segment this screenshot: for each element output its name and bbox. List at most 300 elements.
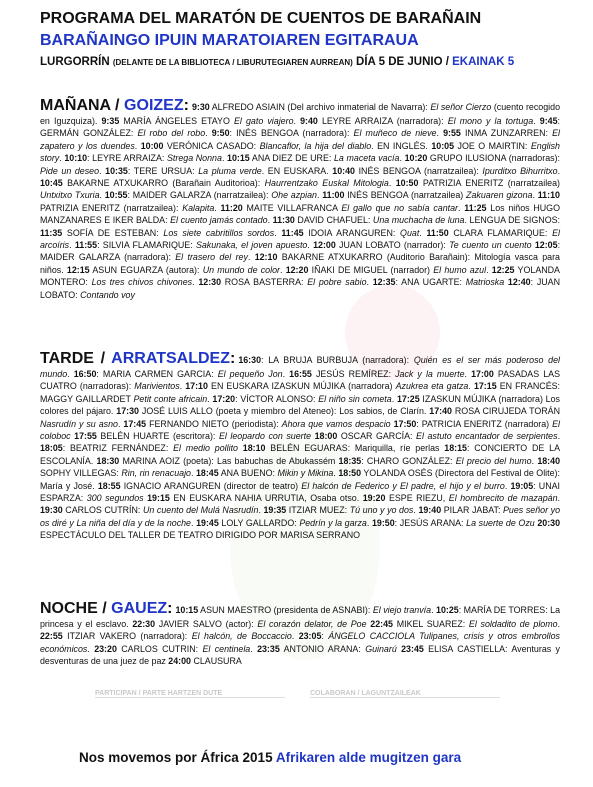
- entry-time: 17:30: [116, 406, 139, 417]
- entry-suffix: .: [431, 605, 437, 615]
- entry-performer: BELÉN EGUARAS: Mariquilla, ríe perlas: [265, 443, 445, 454]
- entry-performer: : UNAI ESPARZA:: [40, 480, 560, 504]
- entry-time: 11:20: [220, 202, 243, 213]
- entry-time: 10:00: [140, 140, 164, 151]
- schedule-entry: [97, 456, 339, 466]
- watermark-right-header: COLABORAN / LAGUNTZAILEAK: [310, 690, 500, 698]
- entry-time: 10:35: [105, 165, 128, 176]
- entry-performer: LOLY GALLARDO:: [218, 517, 300, 528]
- entry-story-title: El medio pollito: [173, 443, 238, 454]
- entry-time: 18:30: [96, 455, 120, 466]
- entry-performer: : TERE URSUA:: [127, 165, 199, 176]
- entry-time: 23:35: [257, 643, 280, 654]
- entry-performer: INÉS BENGOA (narratzailea): [344, 190, 467, 201]
- entry-performer: ESPECTÁCULO DEL TALLER DE TEATRO DIRIGIDO POR MARISA SERRANO: [40, 530, 361, 541]
- entry-time: 19:20: [362, 493, 386, 504]
- entry-story-title: El centinela: [202, 643, 251, 654]
- schedule-entry: [313, 240, 535, 250]
- entry-performer: ITZIAR VAKERO (narradora):: [62, 631, 192, 642]
- entry-performer: MIKEL SUAREZ:: [392, 619, 469, 629]
- entry-performer: : INÉS BENGOA (narradora):: [229, 128, 354, 139]
- schedule-entry: [372, 518, 537, 528]
- entry-story-title: English story: [40, 140, 560, 164]
- entry-story-title: El leopardo con suerte: [218, 431, 312, 442]
- entry-suffix: .: [366, 277, 373, 288]
- entry-performer: OSCAR GARCÍA:: [337, 431, 417, 442]
- entry-performer: BELÉN HUARTE (escritora):: [96, 431, 219, 442]
- entry-performer: :: [321, 631, 329, 642]
- entry-time: 19:35: [263, 505, 287, 516]
- schedule-entry: [105, 190, 322, 200]
- entry-performer: IZASKUN MÚJIKA (narradora) Los colores del pájaro.: [40, 393, 560, 417]
- schedule-entry: [339, 456, 538, 466]
- entry-performer: EN FRANCÉS: MAGGY GAILLARDET: [40, 381, 561, 404]
- entry-suffix: .: [221, 153, 228, 164]
- event-date: DÍA 5 DE JUNIO /: [356, 56, 449, 68]
- entry-time: 16:55: [289, 369, 312, 379]
- entry-performer: IDOIA ARANGUREN:: [303, 227, 401, 238]
- entry-story-title: Jack y la muerte: [395, 369, 465, 379]
- entry-suffix: .: [557, 619, 561, 629]
- entry-suffix: .: [282, 369, 290, 379]
- entry-time: 17:10: [185, 381, 208, 392]
- entry-suffix: .: [293, 116, 301, 126]
- entry-story-title: Zakuaren gizona: [466, 190, 533, 201]
- entry-performer: ASUN EGUARZA (autora):: [89, 264, 203, 275]
- entry-performer: : MAIDER GALARZA (narradora):: [40, 240, 561, 263]
- schedule-entry: [94, 644, 257, 654]
- schedule-entry: [67, 265, 286, 275]
- schedule-entry: [221, 203, 465, 213]
- entry-time: 10:20: [404, 153, 428, 164]
- entry-suffix: .: [486, 264, 492, 275]
- schedule-entry: [286, 265, 492, 275]
- entry-performer: JAVIER SALVO (actor):: [155, 619, 258, 629]
- entry-story-title: El hombrecito de mazapán: [448, 493, 558, 504]
- footer-text-eu: Afrikaren alde mugitzen gara: [275, 750, 462, 765]
- entry-suffix: .: [250, 643, 258, 654]
- entry-story-title: Quién es el ser más poderoso del mundo: [40, 355, 560, 379]
- entry-suffix: .: [458, 202, 465, 213]
- entry-suffix: .: [557, 493, 561, 504]
- entry-time: 17:55: [74, 431, 97, 442]
- entry-story-title: Marivientos: [134, 381, 180, 392]
- schedule-entry: [185, 381, 474, 391]
- entry-time: 9:30: [191, 102, 210, 112]
- schedule-entry: [363, 493, 560, 503]
- entry-suffix: .: [205, 128, 212, 139]
- entry-time: 16:30: [238, 355, 262, 365]
- entry-time: 18:55: [97, 480, 121, 491]
- entry-time: 23:05: [298, 631, 322, 642]
- entry-suffix: .: [504, 480, 511, 491]
- entry-suffix: .: [532, 190, 538, 201]
- entry-time: 18:05: [40, 443, 63, 454]
- entry-story-title: Blancaflor, la hija del diablo: [259, 140, 372, 151]
- entry-story-title: Strega Nonna: [166, 153, 222, 164]
- entry-time: 19:45: [196, 517, 219, 528]
- entry-time: 11:00: [322, 190, 345, 201]
- entry-time: 12:20: [285, 264, 309, 275]
- entry-story-title: El arcoíris: [40, 227, 560, 251]
- entry-performer: ALFREDO ASIAIN (Del archivo inmaterial de Navarra):: [209, 102, 431, 112]
- schedule-entry: [123, 419, 393, 429]
- event-date-eu: EKAINAK 5: [452, 56, 515, 68]
- entry-suffix: .: [464, 369, 472, 379]
- schedule-entry: [243, 443, 445, 453]
- entry-story-title: El precio del humo: [455, 455, 532, 466]
- entry-time: 10:05: [431, 140, 455, 151]
- entry-suffix: .: [436, 128, 444, 139]
- entry-story-title: El pobre sabio: [307, 277, 367, 288]
- entry-suffix: .: [134, 140, 141, 151]
- night-program: [40, 600, 560, 668]
- schedule-entry: [40, 631, 299, 641]
- entry-story-title: La maceta vacía: [333, 153, 400, 164]
- schedule-entry: [168, 656, 242, 666]
- schedule-entry: [273, 215, 560, 225]
- entry-story-title: Una muchacha de luna: [372, 215, 465, 226]
- schedule-entry: [212, 394, 397, 404]
- entry-performer: : ANA UGARTE:: [395, 277, 466, 288]
- entry-suffix: .: [69, 240, 75, 251]
- entry-time: 17:20: [212, 393, 236, 404]
- entry-story-title: Guinarú: [365, 643, 397, 654]
- entry-story-title: Haurrentzako Euskal Mitologia: [264, 178, 389, 189]
- entry-story-title: El robo del robo: [137, 128, 206, 139]
- entry-time: 11:45: [281, 227, 304, 238]
- entry-time: 10:15: [227, 153, 250, 164]
- entry-suffix: .: [279, 264, 286, 275]
- entry-time: 10:55: [104, 190, 128, 201]
- entry-time: 18:50: [338, 468, 362, 479]
- entry-performer: INÉS BENGOA (narratzailea):: [354, 165, 483, 176]
- page-subtitle: BARAÑAINGO IPUIN MARATOIAREN EGITARAUA: [40, 32, 419, 49]
- entry-performer: DAVID CHAFUEL:: [294, 215, 373, 226]
- entry-suffix: .: [191, 517, 197, 528]
- entry-time: 9:45: [539, 116, 558, 126]
- location-note: (DELANTE DE LA BIBLIOTECA / LIBURUTEGIAREN AURREAN): [112, 58, 353, 67]
- location-name: LURGORRÍN: [40, 56, 110, 68]
- entry-performer: CARLOS CUTRÍN:: [62, 505, 143, 516]
- entry-time: 11:50: [426, 227, 449, 238]
- entry-performer: ESPE RIEZU,: [385, 493, 449, 504]
- watermark-left-header: PARTICIPAN / PARTE HARTZEN DUTE: [95, 690, 285, 698]
- schedule-entry: [98, 481, 511, 491]
- entry-suffix: .: [399, 153, 405, 164]
- entry-time: 9:55: [443, 128, 461, 139]
- entry-suffix: .: [87, 643, 95, 654]
- entry-story-title: El corazón delator, de Poe: [257, 619, 367, 629]
- entry-time: 10:15: [175, 605, 199, 615]
- entry-performer: PATRIZIA ENERITZ (narratzailea): [418, 178, 561, 189]
- entry-performer: : VÍCTOR ALONSO:: [235, 393, 319, 404]
- entry-time: 10:25: [436, 605, 459, 615]
- entry-suffix: .: [533, 116, 540, 126]
- schedule-entry: [212, 128, 443, 138]
- entry-performer: LEYRE ARRAIZA (narradora):: [317, 116, 448, 126]
- entry-suffix: .: [207, 393, 213, 404]
- entry-story-title: Pedrín y la garza: [299, 517, 367, 528]
- schedule-entry: [315, 431, 560, 441]
- entry-suffix: .: [274, 227, 282, 238]
- entry-story-title: Ohe azpian: [271, 190, 317, 201]
- entry-time: 17:15: [473, 381, 497, 392]
- entry-time: 10:10: [64, 153, 88, 164]
- entry-time: 19:50: [371, 517, 395, 528]
- entry-time: 22:45: [370, 619, 393, 629]
- entry-performer: EN EUSKARA IZASKUN MÚJIKA (narradora): [207, 381, 396, 392]
- entry-time: 12:15: [66, 264, 90, 275]
- schedule-entry: [281, 228, 426, 238]
- entry-performer: ASUN MAESTRO (presidenta de ASNABI):: [198, 605, 373, 615]
- entry-performer: : BEATRIZ FERNÁNDEZ:: [62, 443, 174, 454]
- entry-time: 11:25: [464, 202, 487, 213]
- entry-performer: : LEYRE ARRAIZA:: [87, 153, 167, 164]
- entry-time: 12:05: [534, 240, 558, 251]
- entry-story-title: El zapatero y los duendes: [40, 128, 561, 151]
- entry-performer: YOLANDA MONTERO:: [40, 264, 560, 288]
- entry-suffix: .: [267, 215, 273, 226]
- schedule-entry: [264, 505, 419, 515]
- entry-performer: : PATRICIA ENERITZ (narradora): [416, 418, 553, 429]
- schedule-entry: [40, 443, 243, 453]
- entry-performer: : SILVIA FLAMARIQUE:: [97, 240, 196, 251]
- entry-story-title: Pide un deseo: [40, 165, 100, 176]
- entry-story-title: Ahora que vamos despacio: [281, 418, 391, 429]
- entry-suffix: .: [419, 227, 427, 238]
- schedule-entry: [147, 493, 363, 503]
- entry-story-title: El señor Cierzo: [430, 102, 492, 112]
- night-section: [40, 600, 560, 668]
- entry-time: 16:50: [73, 369, 97, 379]
- entry-time: 12:35: [372, 277, 396, 288]
- entry-story-title: Azukrea eta gatza: [395, 381, 469, 392]
- entry-time: 18:35: [338, 455, 362, 466]
- entry-performer: : MAIDER GALARZA (narratzailea):: [127, 190, 272, 201]
- entry-suffix: .: [557, 165, 561, 176]
- entry-performer: : JESÚS ARANA:: [394, 517, 467, 528]
- schedule-entry: [332, 166, 560, 176]
- entry-time: 11:30: [272, 215, 295, 226]
- schedule-entry: [257, 644, 401, 654]
- entry-time: 17:50: [393, 418, 417, 429]
- entry-time: 19:30: [40, 505, 63, 516]
- entry-time: 23:45: [401, 643, 424, 654]
- footer-slogan: [79, 750, 461, 765]
- location-line: [40, 56, 514, 68]
- schedule-entry: [370, 619, 560, 629]
- entry-performer: ROSA CIRUJEDA TORÁN: [451, 406, 560, 417]
- entry-story-title: 300 segundos: [86, 493, 144, 504]
- watermark-sponsors: [95, 690, 515, 740]
- entry-performer: CARLOS CUTRIN:: [116, 643, 203, 654]
- entry-suffix: .: [468, 381, 474, 392]
- schedule-entry: [102, 116, 301, 126]
- entry-story-title: Te cuento un cuento: [449, 240, 532, 251]
- entry-story-title: El halcón de Federico y El padre, el hijo y el burro: [301, 480, 505, 491]
- footer-text: Nos movemos por África 2015: [79, 750, 273, 765]
- schedule-entry: [141, 141, 432, 151]
- entry-suffix: . LENGUA DE SIGNOS:: [464, 215, 560, 226]
- entry-story-title: Pues señor yo os diré y La niña del día y de la noche: [40, 505, 561, 528]
- entry-time: 12:10: [254, 252, 278, 263]
- schedule-entry: [196, 518, 372, 528]
- entry-suffix: .: [333, 468, 339, 479]
- schedule-entry: [74, 431, 314, 441]
- entry-suffix: .: [391, 393, 397, 404]
- entry-story-title: Petit conte africain: [133, 393, 208, 404]
- entry-suffix: (cuento recogido en Iguzquiza).: [40, 102, 561, 126]
- entry-suffix: .: [192, 277, 199, 288]
- entry-story-title: Untxitxo Txuria: [40, 190, 100, 201]
- entry-time: 12:00: [313, 240, 336, 251]
- entry-story-title: El mono y la tortuga: [447, 116, 534, 126]
- entry-suffix: . EN EUSKARA.: [261, 165, 333, 176]
- page-title: PROGRAMA DEL MARATÓN DE CUENTOS DE BARAÑAIN: [40, 10, 482, 27]
- entry-time: 19:05: [510, 480, 534, 491]
- entry-story-title: Nasrudín y su asno: [40, 418, 118, 429]
- entry-performer: PASADAS LAS CUATRO (narradoras):: [40, 369, 560, 392]
- entry-suffix: .: [413, 505, 419, 516]
- schedule-entry: [75, 240, 313, 250]
- entry-time: 22:55: [40, 631, 63, 642]
- entry-story-title: El soldadito de plomo: [468, 619, 558, 629]
- entry-time: 9:35: [101, 116, 120, 126]
- entry-time: 10:40: [332, 165, 355, 176]
- entry-story-title: El halcón, de Boccaccio: [191, 631, 292, 642]
- entry-suffix: . EN INGLÉS.: [371, 140, 432, 151]
- entry-story-title: El coloboc: [40, 418, 560, 442]
- entry-story-title: El viejo tranvía: [372, 605, 432, 615]
- entry-time: 17:40: [429, 406, 452, 417]
- entry-story-title: El cuento jamás contado: [170, 215, 268, 226]
- entry-performer: CLAUSURA: [191, 656, 242, 667]
- schedule-entry: [300, 116, 540, 126]
- afternoon-program: [40, 350, 560, 542]
- entry-suffix: .: [307, 240, 314, 251]
- entry-performer: ANA DIEZ DE URE:: [249, 153, 334, 164]
- afternoon-title: TARDE / ARRATSALDEZ:: [40, 350, 236, 367]
- entry-suffix: .: [366, 517, 372, 528]
- entry-story-title: Un mundo de color: [202, 264, 280, 275]
- entry-suffix: .: [179, 381, 186, 392]
- entry-performer: ANTONIO ARANA:: [279, 643, 366, 654]
- entry-story-title: Los tres chivos chivones: [91, 277, 193, 288]
- entry-performer: : LA BRUJA BURBUJA (narradora):: [261, 355, 414, 365]
- schedule-entry: [74, 369, 289, 379]
- entry-time: 23:20: [94, 643, 117, 654]
- entry-performer: ELISA CASTIELLA: Aventuras y desventuras de una juez de paz: [40, 643, 560, 667]
- entry-suffix: .: [67, 369, 74, 379]
- entry-time: 12:30: [198, 277, 222, 288]
- entry-performer: MARINA AOIZ (poeta): Las babuchas de Abukassém: [119, 455, 339, 466]
- entry-performer: INMA ZUNZARREN:: [460, 128, 553, 139]
- entry-performer: VERÓNICA CASADO:: [163, 140, 260, 151]
- schedule-entry: [289, 369, 471, 379]
- entry-story-title: El trasero del rey: [175, 252, 248, 263]
- entry-suffix: .: [247, 252, 255, 263]
- schedule-entry: [105, 166, 332, 176]
- entry-time: 18:15: [444, 443, 467, 454]
- entry-story-title: El gato viajero: [233, 116, 294, 126]
- entry-story-title: Un cuento del Mulá Nasrudín: [142, 505, 259, 516]
- entry-performer: PILAR JABAT:: [441, 505, 504, 516]
- entry-performer: BAKARNE ATXUKARRO (Barañain Auditorioa):: [62, 178, 265, 189]
- entry-time: 12:40: [507, 277, 531, 288]
- entry-story-title: Sakunaka, el joven apuesto: [195, 240, 308, 251]
- entry-suffix: .: [316, 190, 323, 201]
- morning-section: [40, 97, 560, 301]
- entry-story-title: Matrioska: [465, 277, 505, 288]
- morning-title: MAÑANA / GOIZEZ:: [40, 97, 189, 114]
- entry-story-title: El niño sin cometa: [318, 393, 392, 404]
- entry-performer: : GERMÁN GONZÁLEZ:: [40, 116, 560, 139]
- entry-performer: MARÍA ÁNGELES ETAYO: [119, 116, 234, 126]
- entry-performer: : CONCIERTO DE LA ESCOLANÍA.: [40, 443, 560, 466]
- entry-suffix: .: [557, 431, 561, 442]
- entry-suffix: .: [99, 165, 106, 176]
- entry-time: 24:00: [168, 656, 191, 667]
- entry-story-title: ÁNGELO CACCIOLA Tulipanes, crisis y otros embrollos económicos: [40, 631, 560, 654]
- entry-time: 10:45: [40, 178, 63, 189]
- entry-time: 12:25: [491, 264, 515, 275]
- entry-suffix: .: [59, 153, 65, 164]
- entry-suffix: .: [291, 631, 299, 642]
- entry-time: 22:30: [132, 619, 156, 629]
- entry-performer: IGNACIO ARANGUREN (director de teatro): [120, 480, 302, 491]
- entry-suffix: .: [117, 418, 124, 429]
- entry-time: 9:40: [300, 116, 318, 126]
- entry-performer: : CHARO GONZÁLEZ:: [361, 455, 456, 466]
- entry-story-title: La pluma verde: [198, 165, 262, 176]
- schedule-entry: [132, 619, 370, 629]
- entry-performer: IÑAKI DE MIGUEL (narrador): [308, 264, 434, 275]
- entry-story-title: El astuto encantador de serpientes: [416, 431, 558, 442]
- entry-performer: ANA BUENO:: [218, 468, 278, 479]
- entry-performer: JOE O MAIRTIN:: [454, 140, 531, 151]
- entry-suffix: .: [190, 468, 196, 479]
- entry-time: 18:40: [537, 455, 561, 466]
- entry-performer: PATRIZIA ENERITZ (narratzailea):: [40, 202, 183, 213]
- entry-performer: GRUPO ILUSIONA (narradoras):: [427, 153, 560, 164]
- schedule-entry: [175, 605, 436, 615]
- entry-performer: CLARA FLAMARIQUE:: [448, 227, 553, 238]
- entry-suffix: .: [99, 190, 105, 201]
- entry-time: 19:40: [418, 505, 442, 516]
- entry-story-title: El muñeco de nieve: [353, 128, 437, 139]
- entry-suffix: .: [388, 178, 396, 189]
- entry-story-title: Tú uno y yo dos: [349, 505, 414, 516]
- entry-story-title: Rin, rin renacuajo: [121, 468, 191, 479]
- schedule-entry: [64, 153, 227, 163]
- night-title: NOCHE / GAUEZ:: [40, 600, 173, 617]
- afternoon-section: [40, 350, 560, 542]
- entry-story-title: Mikin y Mikina: [277, 468, 334, 479]
- entry-performer: : JUAN LOBATO:: [40, 277, 561, 300]
- entry-time: 18:10: [242, 443, 266, 454]
- entry-suffix: .: [531, 455, 538, 466]
- entry-time: 10:50: [395, 178, 419, 189]
- entry-story-title: Kalapita: [182, 202, 215, 213]
- entry-performer: SOPHY VILLEGAS:: [40, 468, 122, 479]
- entry-time: 20:30: [537, 517, 561, 528]
- entry-performer: ROSA BASTERRA:: [221, 277, 308, 288]
- entry-time: 19:15: [147, 493, 170, 504]
- entry-performer: FERNANDO NIETO (periodista):: [146, 418, 282, 429]
- entry-story-title: Ipurditxo Bihurritxo: [482, 165, 558, 176]
- schedule-entry: [373, 277, 508, 287]
